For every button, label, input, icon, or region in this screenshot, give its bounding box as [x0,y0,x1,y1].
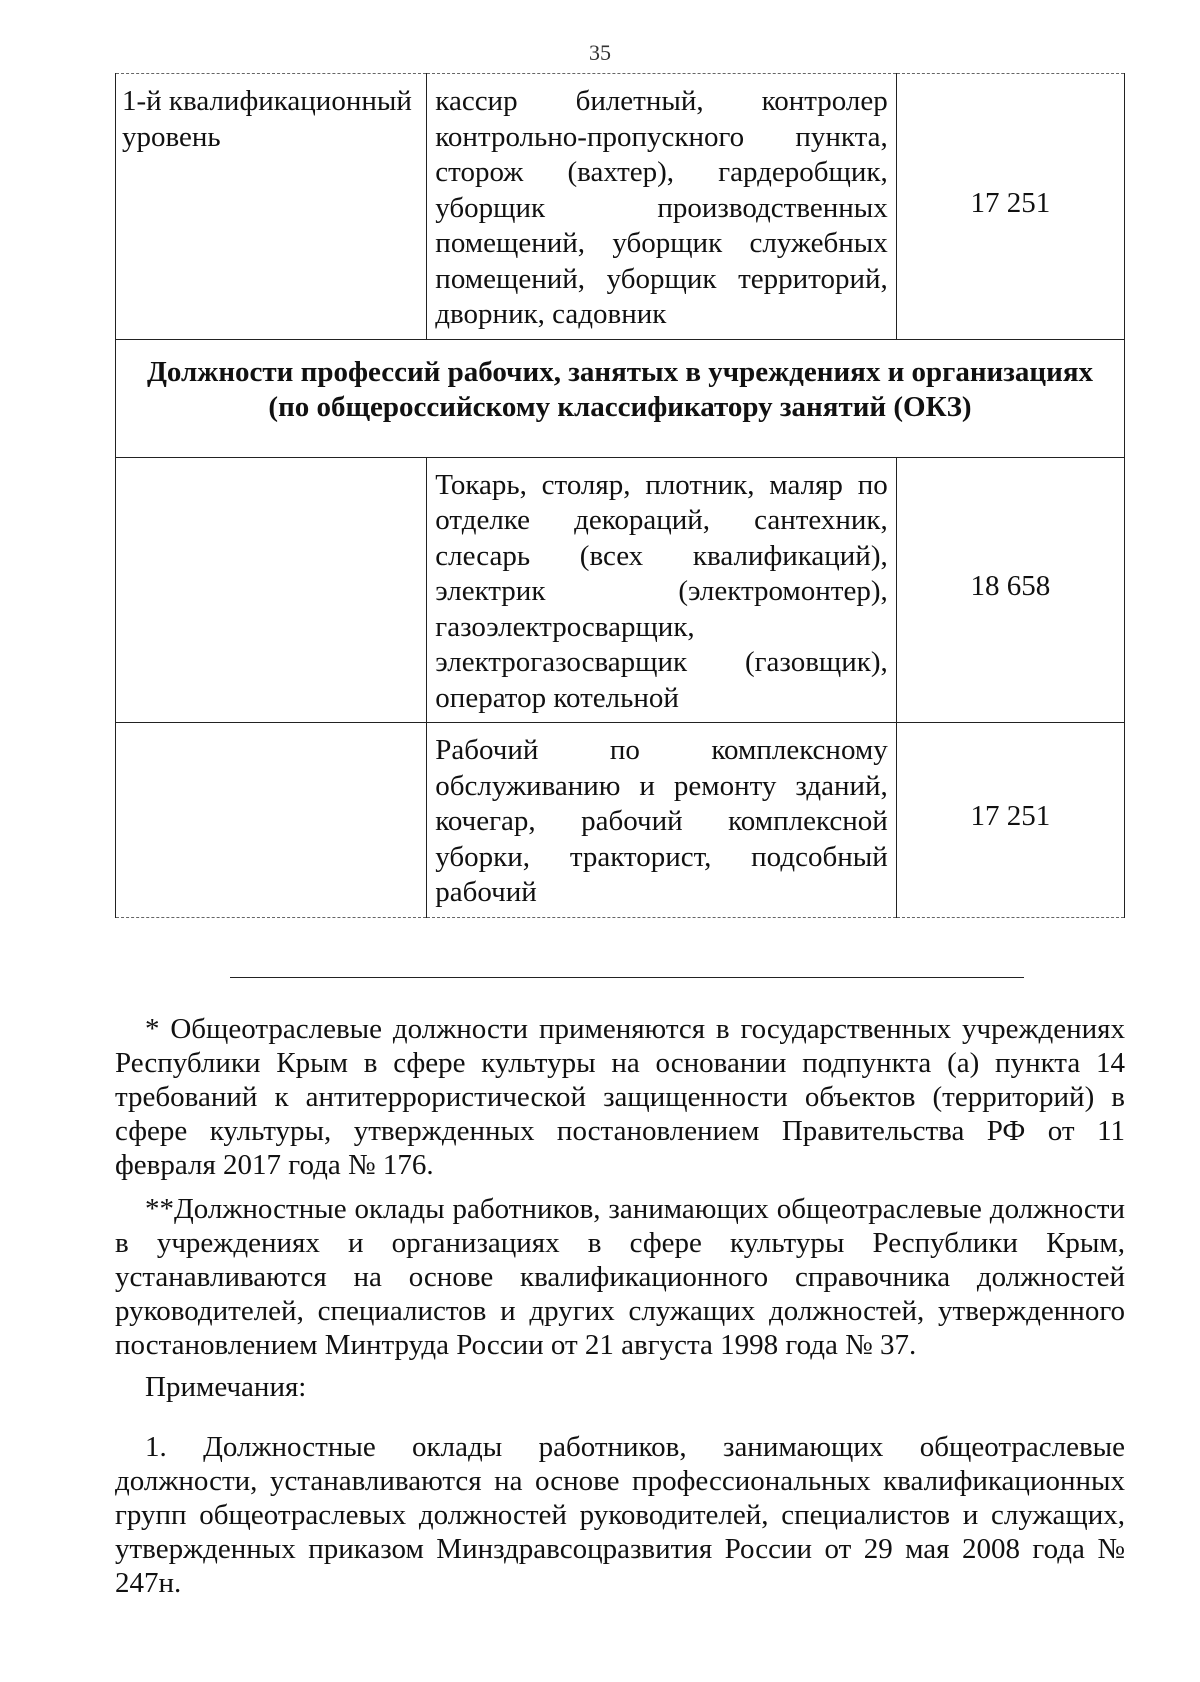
qualification-level-cell [116,723,427,918]
note-item [115,1430,1125,1600]
salary-cell: 17 251 [896,74,1124,340]
positions-cell: Рабочий по комплексному обслуживанию и ремонту зданий, кочегар, рабочий комплексной уборки, тракторист, подсобный рабочий [427,723,896,918]
footnote-text: * Общеотраслевые должности применяются в государственных учреждениях Республики Крым в сфере культуры на основании подпункта (а) пункта 14 требований к антитеррористической защищенности объектов (территорий) в сфере культуры, утвержденных постановлением Правительства РФ от 11 февраля 2017 года № 176. [115,1013,1125,1181]
salary-table [115,73,1125,918]
salary-cell: 17 251 [896,723,1124,918]
positions-cell: кассир билетный, контролер контрольно-пропускного пункта, сторож (вахтер), гардеробщик, уборщик производственных помещений, уборщик служебных помещений, уборщик территорий, дворник, садовник [427,74,896,340]
footnote-2 [115,1192,1125,1362]
note-text: 1. Должностные оклады работников, занимающих общеотраслевые должности, устанавливаются на основе профессиональных квалификационных групп общеотраслевых должностей руководителей, специалистов и служащих, утвержденных приказом Минздравсоцразвития России от 29 мая 2008 года № 247н. [115,1431,1125,1599]
footnote-text: **Должностные оклады работников, занимающих общеотраслевые должности в учреждениях и организациях в сфере культуры Республики Крым, устанавливаются на основе квалификационного справочника должностей руководителей, специалистов и других служащих должностей, утвержденного постановлением Минтруда России от 21 августа 1998 года № 37. [115,1193,1125,1361]
section-heading-row [116,339,1125,457]
section-heading: Должности профессий рабочих, занятых в учреждениях и организациях (по общероссийскому классификатору занятий (ОКЗ) [116,339,1125,457]
table-row [116,457,1125,723]
table-row [116,723,1125,918]
salary-cell: 18 658 [896,457,1124,723]
footnote-divider [230,977,1024,978]
qualification-level-cell [116,457,427,723]
footnote-1 [115,1012,1125,1182]
qualification-level-cell: 1-й квалификационный уровень [116,74,427,340]
table-row [116,74,1125,340]
positions-cell: Токарь, столяр, плотник, маляр по отделке декораций, сантехник, слесарь (всех квалификаций), электрик (электромонтер), газоэлектросварщик, электрогазосварщик (газовщик), оператор котельной [427,457,896,723]
page-number: 35 [589,40,611,65]
notes-title: Примечания: [145,1371,307,1403]
